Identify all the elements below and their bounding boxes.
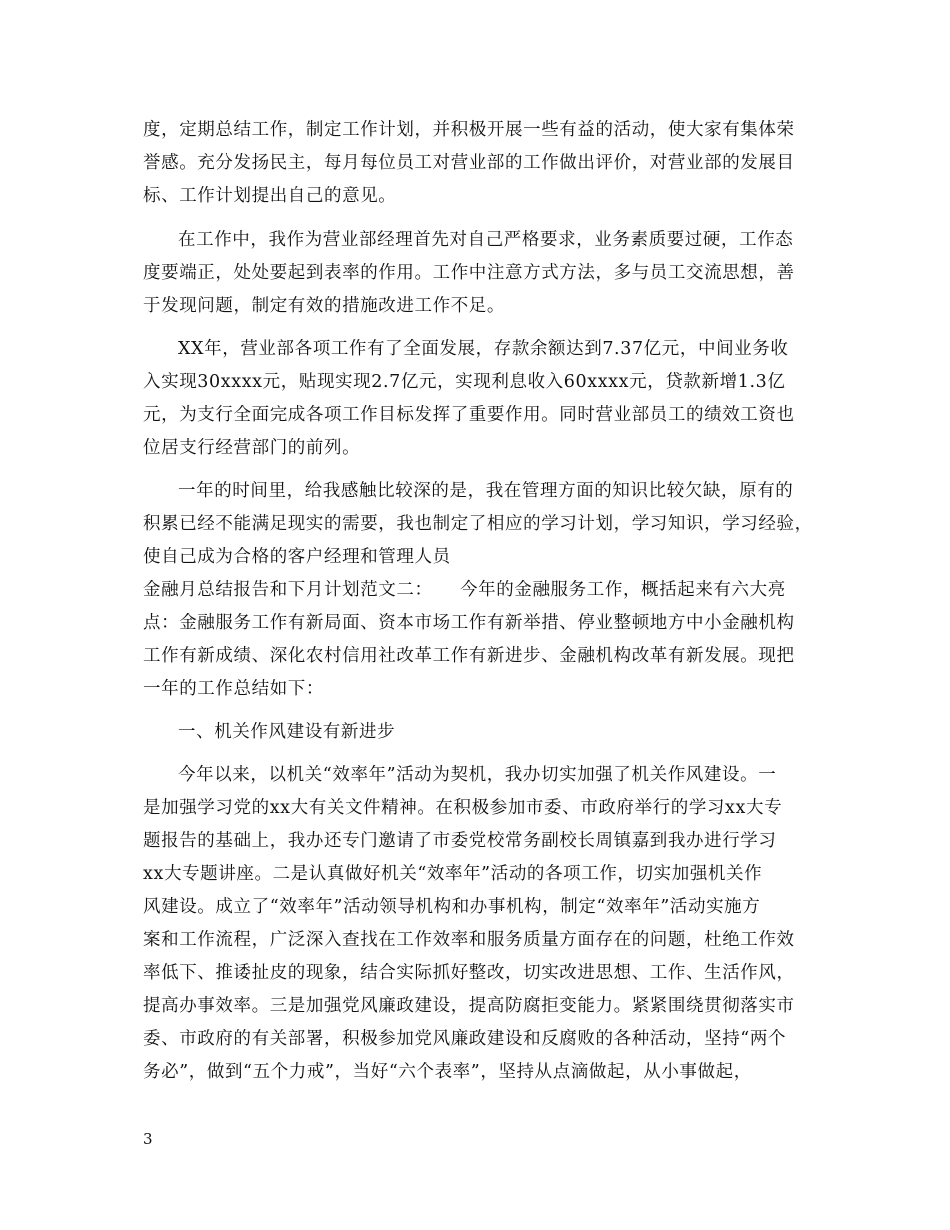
- page-number: 3: [143, 1130, 153, 1148]
- text-line: 一年的工作总结如下：: [143, 679, 324, 699]
- text-line: 积累已经不能满足现实的需要，我也制定了相应的学习计划，学习知识，学习经验，: [143, 514, 813, 534]
- section-heading-line: 金融月总结报告和下月计划范文二： 今年的金融服务工作，概括起来有六大亮: [143, 580, 786, 600]
- text-line: 度要端正，处处要起到表率的作用。工作中注意方式方法，多与员工交流思想，善: [143, 263, 795, 283]
- text-line: 风建设。成立了“效率年”活动领导机构和办事机构，制定“效率年”活动实施方: [143, 897, 761, 917]
- text-line: 入实现30xxxx元，贴现实现2.7亿元，实现利息收入60xxxx元，贷款新增1.3亿: [143, 372, 786, 392]
- text-line: 务必”，做到“五个力戒”，当好“六个表率”，坚持从点滴做起，从小事做起，: [143, 1062, 752, 1082]
- text-line: xx大专题讲座。二是认真做好机关“效率年”活动的各项工作，切实加强机关作: [143, 864, 763, 884]
- paragraph-first-line: 今年以来，以机关“效率年”活动为契机，我办切实加强了机关作风建设。一: [178, 765, 777, 785]
- paragraph-first-line: XX年，营业部各项工作有了全面发展，存款余额达到7.37亿元，中间业务收: [178, 339, 789, 359]
- text-line: 位居支行经营部门的前列。: [143, 438, 361, 458]
- text-line: 元，为支行全面完成各项工作目标发挥了重要作用。同时营业部员工的绩效工资也: [143, 405, 795, 425]
- paragraph-first-line: 一年的时间里，给我感触比较深的是，我在管理方面的知识比较欠缺，原有的: [178, 481, 794, 501]
- text-line: 题报告的基础上，我办还专门邀请了市委党校常务副校长周镇嘉到我办进行学习: [143, 831, 777, 851]
- text-line: 提高办事效率。三是加强党风廉政建设，提高防腐拒变能力。紧紧围绕贯彻落实市: [143, 996, 795, 1016]
- text-line: 工作有新成绩、深化农村信用社改革工作有新进步、金融机构改革有新发展。现把: [143, 646, 795, 666]
- text-line: 案和工作流程，广泛深入查找在工作效率和服务质量方面存在的问题，杜绝工作效: [143, 930, 795, 950]
- text-line: 标、工作计划提出自己的意见。: [143, 186, 397, 206]
- subheading: 一、机关作风建设有新进步: [178, 722, 396, 742]
- text-line: 率低下、推诿扯皮的现象，结合实际抓好整改，切实改进思想、工作、生活作风，: [143, 963, 795, 983]
- text-line: 誉感。充分发扬民主，每月每位员工对营业部的工作做出评价，对营业部的发展目: [143, 153, 795, 173]
- paragraph-first-line: 在工作中，我作为营业部经理首先对自己严格要求，业务素质要过硬，工作态: [178, 230, 794, 250]
- text-line: 委、市政府的有关部署，积极参加党风廉政建设和反腐败的各种活动，坚持“两个: [143, 1029, 787, 1049]
- text-line: 是加强学习党的xx大有关文件精神。在积极参加市委、市政府举行的学习xx大专: [143, 798, 783, 818]
- text-line: 于发现问题，制定有效的措施改进工作不足。: [143, 296, 505, 316]
- text-line: 使自己成为合格的客户经理和管理人员: [143, 547, 451, 567]
- text-line: 度，定期总结工作，制定工作计划，并积极开展一些有益的活动，使大家有集体荣: [143, 120, 795, 140]
- text-line: 点：金融服务工作有新局面、资本市场工作有新举措、停业整顿地方中小金融机构: [143, 613, 795, 633]
